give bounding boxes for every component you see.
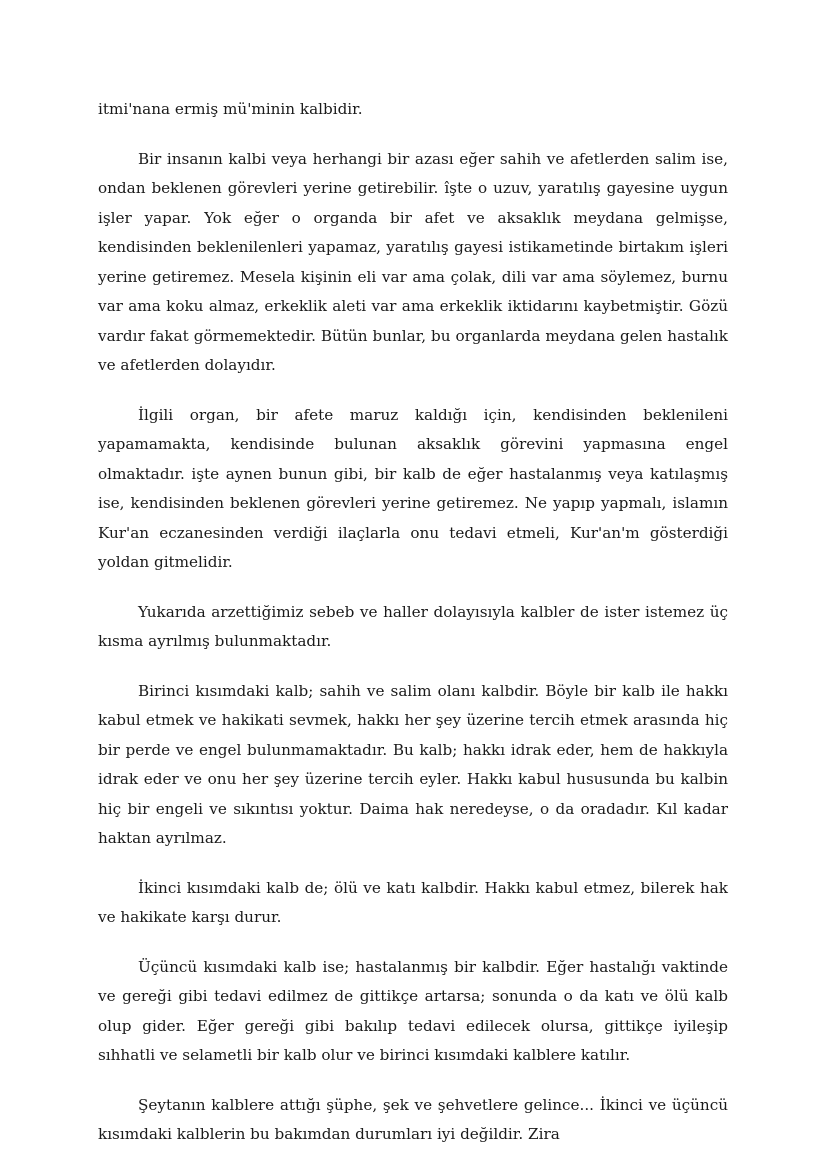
paragraph-satan-doubts: Şeytanın kalblere attığı şüphe, şek ve şehvetlere gelince... İkinci ve üçüncü kısımdaki kalblerin bu bakımdan durumları iyi değildir. Zira xyxy=(98,1095,728,1143)
paragraph-afflicted-organ: İlgili organ, bir afete maruz kaldığı için, kendisinden beklenileni yapamamakta, kendisinde bulunan aksaklık görevini yapmasına engel olmaktadır. işte aynen bunun gibi, bir kalb de eğer hastalanmış veya katılaşmış ise, kendisinden beklenen görevleri yerine getiremez. Ne yapıp yapmalı, islamın Kur'an eczanesinden verdiği ilaçlarla onu tedavi etmeli, Kur'an'm gösterdiği yoldan gitmelidir. xyxy=(98,405,728,571)
document-body xyxy=(98,95,728,1170)
paragraph-three-kinds: Yukarıda arzettiğimiz sebeb ve haller dolayısıyla kalbler de ister istemez üç kısma ayrılmış bulunmaktadır. xyxy=(98,602,728,650)
paragraph-third-kind: Üçüncü kısımdaki kalb ise; hastalanmış bir kalbdir. Eğer hastalığı vaktinde ve gereği gibi tedavi edilmez de gittikçe artarsa; sonunda o da katı ve ölü kalb olup gider. Eğer gereği gibi bakılıp tedavi edilecek olursa, gittikçe iyileşip sıhhatli ve selametli bir kalb olur ve birinci kısımdaki kalblere katılır. xyxy=(98,957,728,1064)
paragraph-first-kind: Birinci kısımdaki kalb; sahih ve salim olanı kalbdir. Böyle bir kalb ile hakkı kabul etmek ve hakikati sevmek, hakkı her şey üzerine tercih etmek arasında hiç bir perde ve engel bulunmamaktadır. Bu kalb; hakkı idrak eder, hem de hakkıyla idrak eder ve onu her şey üzerine tercih eyler. Hakkı kabul hususunda bu kalbin hiç bir engeli ve sıkıntısı yoktur. Daima hak neredeyse, o da oradadır. Kıl kadar haktan ayrılmaz. xyxy=(98,681,728,847)
paragraph-organ-health: Bir insanın kalbi veya herhangi bir azası eğer sahih ve afetlerden salim ise, ondan beklenen görevleri yerine getirebilir. îşte o uzuv, yaratılış gayesine uygun işler yapar. Yok eğer o organda bir afet ve aksaklık meydana gelmişse, kendisinden beklenilenleri yapamaz, yaratılış gayesi istikametinde birtakım işleri yerine getiremez. Mesela kişinin eli var ama çolak, dili var ama söylemez, burnu var ama koku almaz, erkeklik aleti var ama erkeklik iktidarını kaybetmiştir. Gözü vardır fakat görmemektedir. Bütün bunlar, bu organlarda meydana gelen hastalık ve afetlerden dolayıdır. xyxy=(98,149,728,374)
paragraph-second-kind: İkinci kısımdaki kalb de; ölü ve katı kalbdir. Hakkı kabul etmez, bilerek hak ve hakikate karşı durur. xyxy=(98,878,728,926)
paragraph-continuation: itmi'nana ermiş mü'minin kalbidir. xyxy=(98,100,363,118)
